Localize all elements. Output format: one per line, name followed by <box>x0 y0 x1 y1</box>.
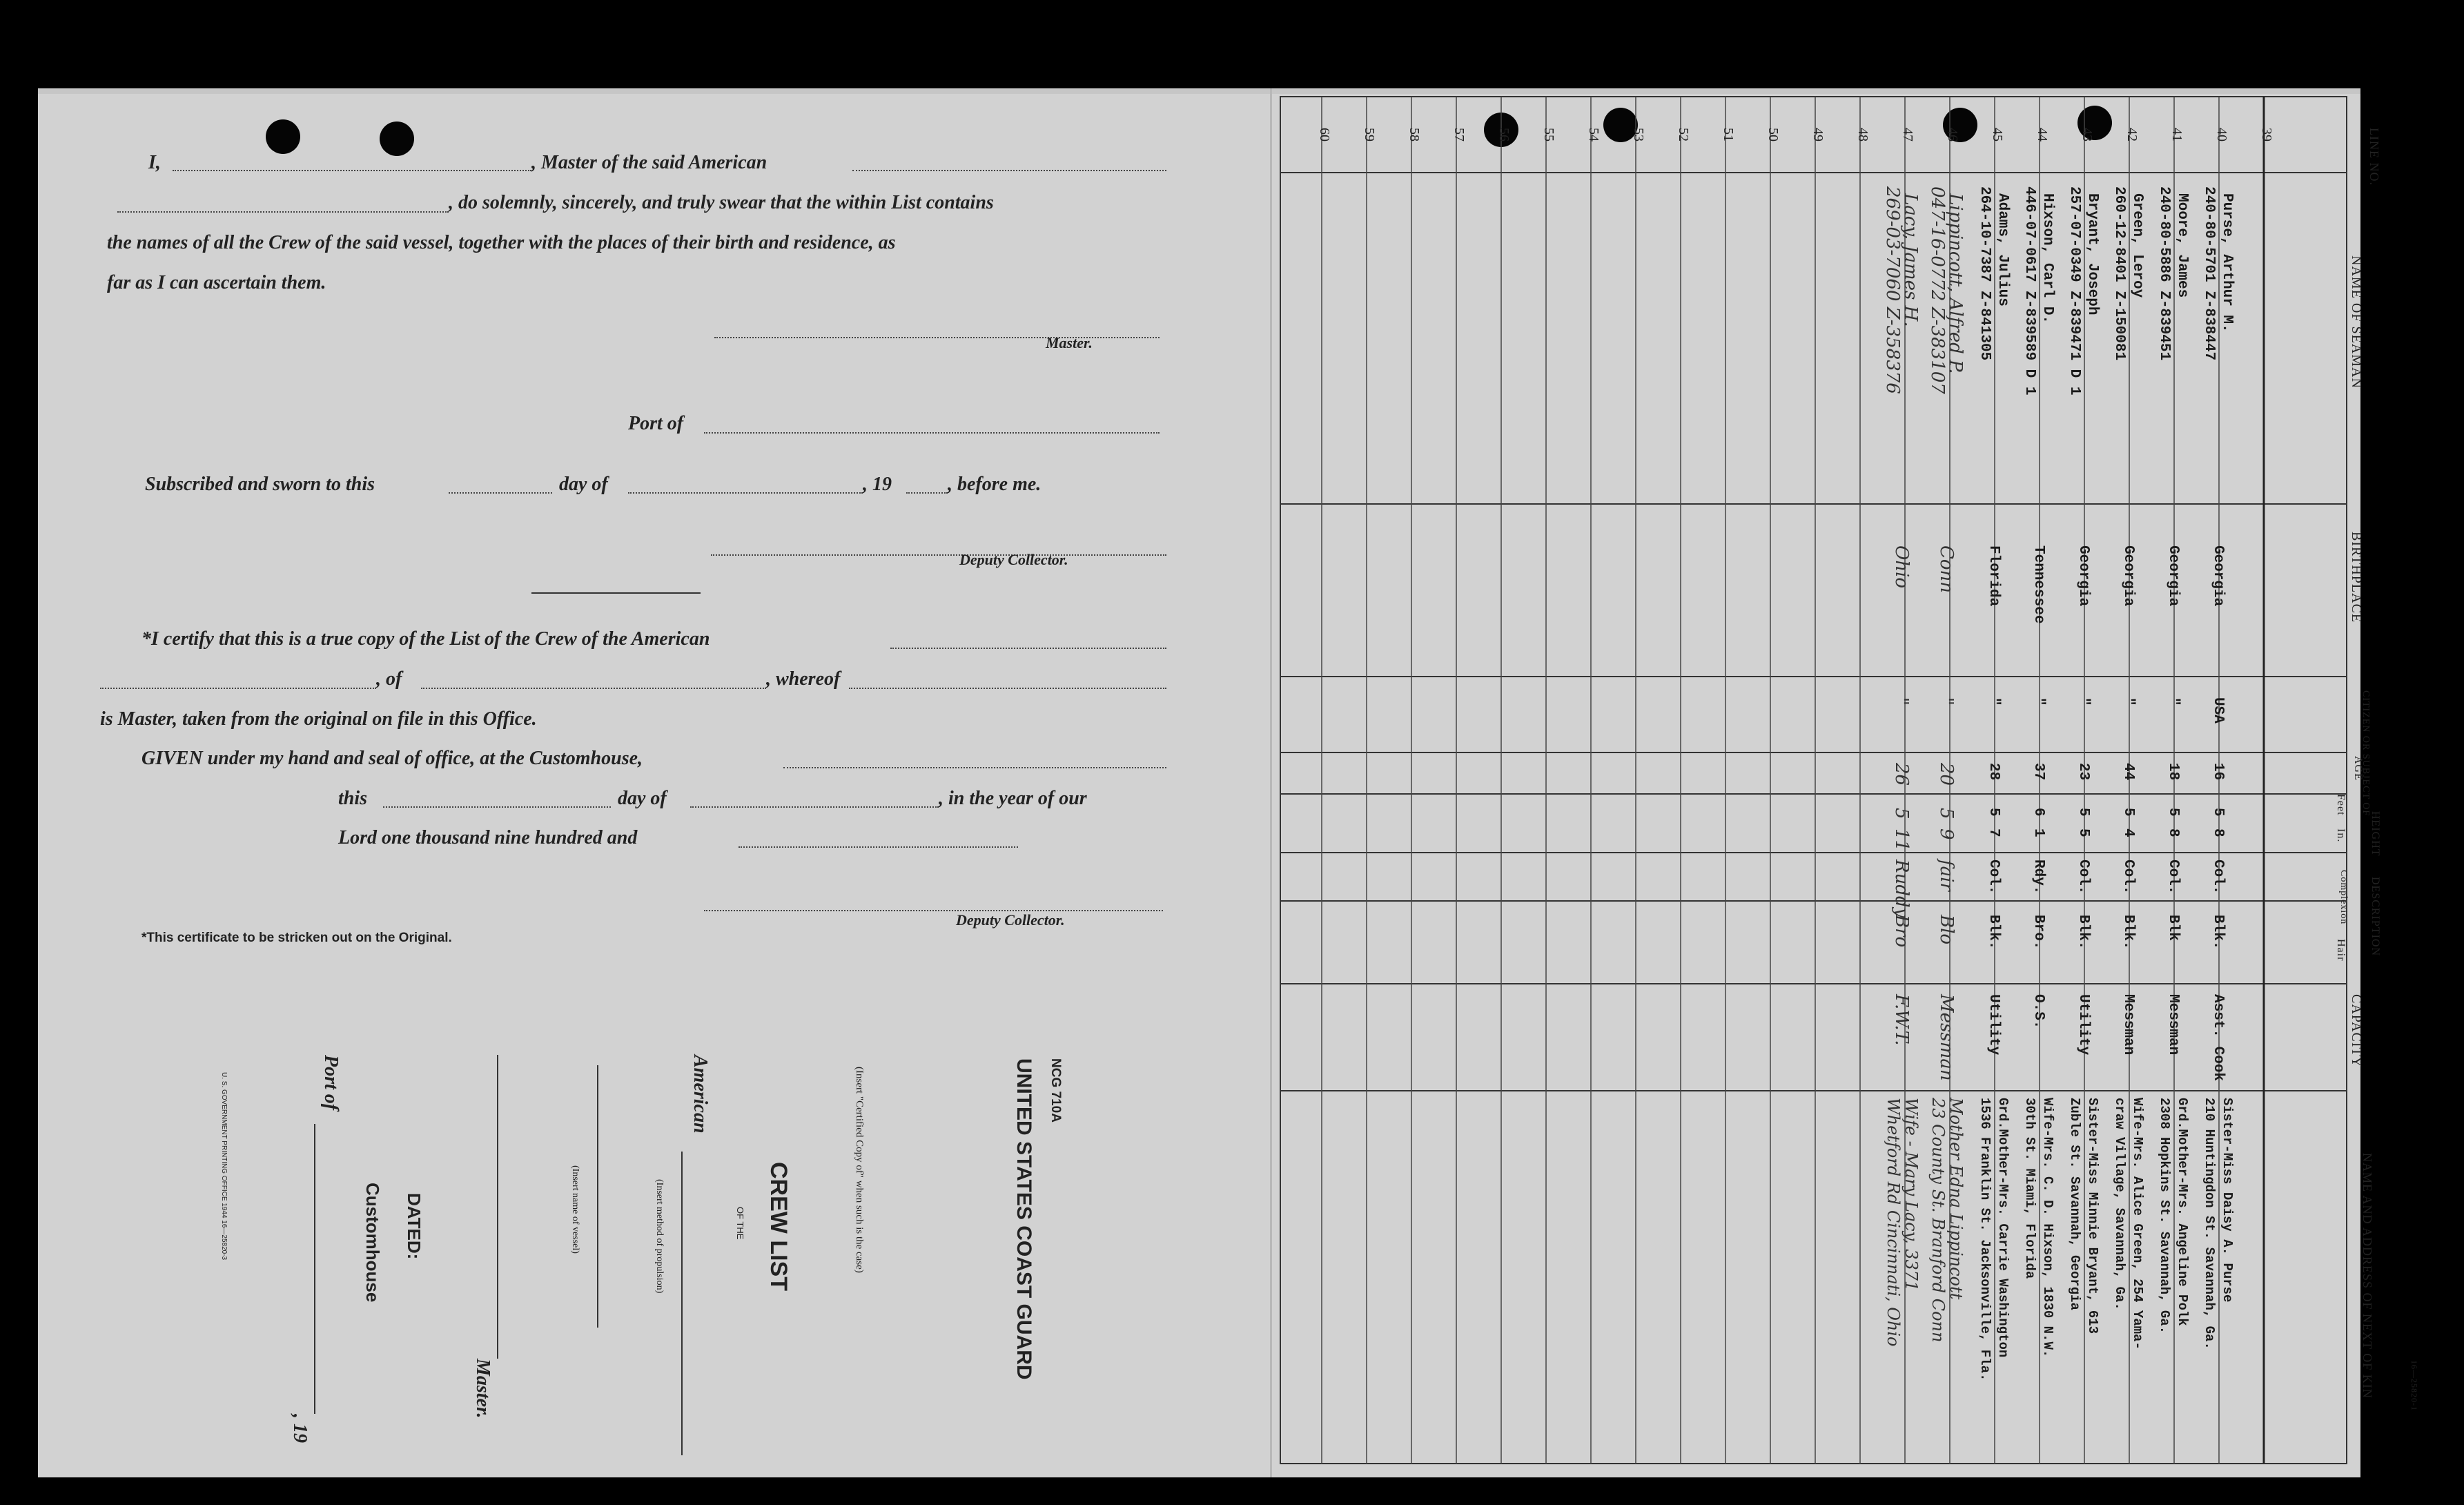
certify-whereof-label: , whereof <box>766 668 841 690</box>
seaman-height-inches: 7 <box>1986 828 2002 837</box>
next-of-kin-name: Grd.Mother-Mrs. Angeline Polk <box>2175 1098 2190 1326</box>
line-number: 43 <box>2080 128 2095 142</box>
sworn-day-blank[interactable] <box>449 492 552 494</box>
header-feet: Feet <box>2335 794 2347 816</box>
seaman-ids: 260-12-8401 Z-150081 <box>2111 186 2127 361</box>
seaman-height-inches: 4 <box>2120 828 2136 837</box>
seaman-citizenship: " <box>2120 697 2136 706</box>
form-code: 16—25820-1 <box>2409 1360 2419 1411</box>
vessel-type-blank[interactable] <box>852 170 1166 171</box>
seaman-birthplace: Conn <box>1936 545 1957 594</box>
header-next-of-kin: NAME AND ADDRESS OF NEXT OF KIN <box>2360 1153 2374 1399</box>
seaman-hair: Blo <box>1936 915 1957 945</box>
seaman-complexion: Col. <box>1986 860 2002 895</box>
seaman-hair: Blk <box>2165 915 2181 941</box>
next-of-kin-address: Zuble St. Savannah, Georgia <box>2067 1098 2082 1310</box>
seaman-ids: 264-10-7387 Z-841305 <box>1977 186 1993 361</box>
next-of-kin-name: Wife-Mrs. Alice Green, 254 Yama- <box>2130 1098 2145 1350</box>
next-of-kin-address: 1536 Franklin St. Jacksonville, Fla. <box>1977 1098 1993 1381</box>
seaman-hair: Blk. <box>2210 915 2226 950</box>
line-number: 56 <box>1496 128 1512 142</box>
seaman-age: 28 <box>1986 763 2002 781</box>
header-description: DESCRIPTION <box>2369 877 2381 957</box>
header-height: HEIGHT <box>2369 811 2381 857</box>
header-name: NAME OF SEAMAN <box>2349 255 2364 389</box>
seaman-citizenship: " <box>1891 697 1912 706</box>
back-master-label: Master. <box>472 1359 493 1419</box>
seaman-citizenship: " <box>2165 697 2181 706</box>
seaman-complexion: Col. <box>2210 860 2226 895</box>
back-port-of-label: Port of <box>320 1055 342 1111</box>
seaman-age: 23 <box>2075 763 2091 781</box>
seaman-age: 16 <box>2210 763 2226 781</box>
next-of-kin-name: Sister-Miss Minnie Bryant, 613 <box>2085 1098 2100 1334</box>
seaman-age: 20 <box>1936 763 1957 786</box>
seaman-height-inches: 8 <box>2210 828 2226 837</box>
certify-of-label: , of <box>376 668 402 690</box>
seaman-birthplace: Georgia <box>2075 545 2091 607</box>
next-of-kin-address: 210 Huntingdon St. Savannah, Ga. <box>2202 1098 2217 1350</box>
seaman-hair: Blk. <box>1986 915 2002 950</box>
seaman-age: 18 <box>2165 763 2181 781</box>
seaman-capacity: Messman <box>1936 994 1957 1081</box>
seaman-capacity: Utility <box>1986 994 2002 1056</box>
insert-propulsion-note: (Insert method of propulsion) <box>654 1179 665 1294</box>
seaman-name: Hixson, Carl D. <box>2040 193 2055 324</box>
seaman-height-inches: 11 <box>1891 828 1912 852</box>
certify-vessel-name-blank[interactable] <box>100 688 376 689</box>
certify-vessel-type-blank[interactable] <box>890 648 1166 649</box>
agency-title: UNITED STATES COAST GUARD <box>1013 1058 1035 1380</box>
crew-table <box>1280 97 2419 1464</box>
seaman-name: Lippincott, Alfred P. <box>1945 193 1966 374</box>
line-number: 53 <box>1631 128 1646 142</box>
insert-certified-note: (Insert "Certified Copy of" when such is the case) <box>854 1067 865 1273</box>
seaman-ids: 269-03-7060 Z-358376 <box>1882 186 1903 394</box>
line-number: 45 <box>1990 128 2005 142</box>
seaman-birthplace: Georgia <box>2165 545 2181 607</box>
seaman-height-inches: 5 <box>2075 828 2091 837</box>
next-of-kin-address: craw Village, Savannah, Ga. <box>2112 1098 2127 1310</box>
line-number: 47 <box>1900 128 1915 142</box>
certify-day-label: day of <box>618 788 667 809</box>
oath-line-1-prefix: I, <box>148 152 161 173</box>
certify-line-3: is Master, taken from the original on file in this Office. <box>100 708 537 730</box>
line-number: 50 <box>1766 128 1781 142</box>
seaman-ids: 446-07-0617 Z-839589 D 1 <box>2022 186 2037 396</box>
certify-this-label: this <box>338 788 368 809</box>
certify-port-blank[interactable] <box>421 688 766 689</box>
header-birthplace: BIRTHPLACE <box>2349 532 2364 623</box>
deputy-collector-label-2: Deputy Collector. <box>956 911 1065 929</box>
dated-label: DATED: <box>404 1193 424 1260</box>
seaman-ids: 240-80-5886 Z-839451 <box>2156 186 2172 361</box>
vessel-name-line <box>597 1065 598 1328</box>
sworn-year-blank[interactable] <box>906 492 948 494</box>
line-number: 60 <box>1317 128 1332 142</box>
header-line-no: LINE NO. <box>2367 128 2381 186</box>
seaman-height-feet: 5 <box>2075 808 2091 817</box>
deputy-signature-line-2[interactable] <box>704 910 1163 911</box>
line-number: 40 <box>2214 128 2229 142</box>
line-number: 55 <box>1541 128 1556 142</box>
line-number: 41 <box>2169 128 2184 142</box>
american-label: American <box>690 1055 711 1134</box>
line-number: 42 <box>2124 128 2140 142</box>
subscribed-text: Subscribed and sworn to this <box>145 474 375 495</box>
section-divider <box>531 592 701 594</box>
customhouse-blank[interactable] <box>783 767 1166 768</box>
seaman-height-feet: 5 <box>1936 808 1957 819</box>
seaman-complexion: Col. <box>2120 860 2136 895</box>
header-complexion: Complexion <box>2338 870 2349 925</box>
seaman-ids: 047-16-0772 Z-383107 <box>1927 186 1948 394</box>
line-number: 57 <box>1451 128 1467 142</box>
line-number: 39 <box>2259 128 2274 142</box>
line-number: 49 <box>1810 128 1826 142</box>
seaman-complexion: Col. <box>2075 860 2091 895</box>
seaman-height-feet: 5 <box>2120 808 2136 817</box>
line-number: 51 <box>1721 128 1736 142</box>
seaman-hair: Bro. <box>2031 915 2046 950</box>
master-label: Master. <box>1046 334 1093 351</box>
seaman-age: 37 <box>2031 763 2046 781</box>
oath-line-2: , do solemnly, sincerely, and truly swear that the within List contains <box>449 192 994 213</box>
next-of-kin-name: Wife-Mrs. C. D. Hixson, 1830 N.W. <box>2040 1098 2055 1358</box>
header-hair: Hair <box>2335 939 2347 962</box>
propulsion-line <box>681 1152 683 1455</box>
seaman-complexion: fair <box>1936 860 1957 891</box>
seaman-birthplace: Georgia <box>2210 545 2226 607</box>
seaman-capacity: Messman <box>2120 994 2136 1056</box>
sworn-month-blank[interactable] <box>628 492 863 494</box>
seaman-age: 26 <box>1891 763 1912 786</box>
seaman-age: 44 <box>2120 763 2136 781</box>
form-number: NCG 710A <box>1048 1058 1063 1123</box>
header-age: AGE <box>2352 756 2364 781</box>
certify-master-blank[interactable] <box>849 688 1166 689</box>
customhouse-label: Customhouse <box>362 1183 383 1303</box>
insert-vessel-note: (Insert name of vessel) <box>570 1165 580 1254</box>
header-inches: In. <box>2335 828 2347 843</box>
next-of-kin-address: 30th St. Miami, Florida <box>2022 1098 2037 1279</box>
seaman-height-inches: 1 <box>2031 828 2046 837</box>
seaman-height-inches: 8 <box>2165 828 2181 837</box>
oath-line-1: , Master of the said American <box>531 152 767 173</box>
seaman-capacity: O.S. <box>2031 994 2046 1029</box>
vessel-name-blank[interactable] <box>117 211 449 213</box>
certify-year-blank[interactable] <box>739 846 1018 848</box>
master-signature-line[interactable] <box>714 337 1160 338</box>
deputy-collector-label-1: Deputy Collector. <box>959 551 1068 568</box>
seaman-name: Moore, James <box>2174 193 2190 298</box>
next-of-kin-name: Wife - Mary Lacy, 3371 <box>1901 1098 1921 1292</box>
page-fold <box>1270 88 1272 1477</box>
next-of-kin-name: Mother Edna Lippincott <box>1946 1098 1966 1300</box>
seaman-hair: Blk. <box>2075 915 2091 950</box>
next-of-kin-name: Grd.Mother-Mrs. Carrie Washington <box>1995 1098 2011 1358</box>
seaman-height-feet: 6 <box>2031 808 2046 817</box>
port-label: Port of <box>628 413 684 434</box>
deputy-signature-line-1[interactable] <box>711 554 1166 556</box>
seaman-ids: 257-07-0349 Z-839471 D 1 <box>2066 186 2082 396</box>
port-line <box>314 1124 315 1414</box>
of-the-label: OF THE <box>735 1207 745 1240</box>
seaman-ids: 240-80-5701 Z-838447 <box>2201 186 2217 361</box>
line-number: 44 <box>2035 128 2050 142</box>
seaman-height-feet: 5 <box>1986 808 2002 817</box>
seaman-citizenship: " <box>2031 697 2046 706</box>
seaman-height-inches: 9 <box>1936 828 1957 840</box>
certify-line-6: Lord one thousand nine hundred and <box>338 827 638 848</box>
seaman-citizenship: " <box>1936 697 1957 706</box>
oath-line-3: the names of all the Crew of the said vessel, together with the places of their birth and residence, as <box>107 232 896 253</box>
master-name-blank[interactable] <box>173 170 531 171</box>
certify-month-blank[interactable] <box>690 806 939 808</box>
seaman-complexion: Rdy. <box>2031 860 2046 895</box>
seaman-birthplace: Florida <box>1986 545 2002 607</box>
next-of-kin-address: 23 County St. Branford Conn <box>1928 1098 1948 1343</box>
seaman-capacity: F.W.T. <box>1891 994 1912 1046</box>
back-year-label: , 19 <box>289 1414 311 1443</box>
line-number: 59 <box>1362 128 1377 142</box>
seaman-citizenship: USA <box>2210 697 2226 724</box>
oath-panel <box>38 88 1267 1477</box>
subscribed-year-label: , 19 <box>863 474 892 495</box>
certify-day-blank[interactable] <box>383 806 611 808</box>
seaman-name: Purse, Arthur M. <box>2219 193 2235 333</box>
next-of-kin-address: 2308 Hopkins St. Savannah, Ga. <box>2157 1098 2172 1334</box>
next-of-kin-address: Whetford Rd Cincinnati, Ohio <box>1884 1098 1903 1347</box>
seaman-capacity: Utility <box>2075 994 2091 1056</box>
seaman-complexion: Ruddy <box>1891 860 1912 918</box>
seaman-hair: Bro <box>1891 915 1912 948</box>
seaman-birthplace: Georgia <box>2120 545 2136 607</box>
seaman-height-feet: 5 <box>2210 808 2226 817</box>
crew-list-title: CREW LIST <box>765 1162 792 1291</box>
line-number: 58 <box>1407 128 1422 142</box>
printing-office-note: U. S. GOVERNMENT PRINTING OFFICE 1944 16—25820-3 <box>220 1072 228 1261</box>
seaman-height-feet: 5 <box>1891 808 1912 819</box>
seaman-citizenship: " <box>2075 697 2091 706</box>
seaman-hair: Blk. <box>2120 915 2136 950</box>
certify-year-of-our: , in the year of our <box>939 788 1087 809</box>
line-number: 54 <box>1586 128 1601 142</box>
certify-line-1: *I certify that this is a true copy of the List of the Crew of the American <box>141 628 710 650</box>
certificate-footnote: *This certificate to be stricken out on the Original. <box>141 931 452 945</box>
line-number: 52 <box>1676 128 1691 142</box>
seaman-capacity: Messman <box>2165 994 2181 1056</box>
port-blank[interactable] <box>704 432 1160 434</box>
seaman-name: Green, Leroy <box>2129 193 2145 298</box>
certify-line-4: GIVEN under my hand and seal of office, at the Customhouse, <box>141 748 643 769</box>
line-number: 46 <box>1945 128 1960 142</box>
seaman-complexion: Col. <box>2165 860 2181 895</box>
header-citizen: CITIZEN OR SUBJECT OF <box>2360 690 2371 817</box>
seaman-height-feet: 5 <box>2165 808 2181 817</box>
seaman-birthplace: Ohio <box>1891 545 1912 589</box>
seaman-capacity: Asst. Cook <box>2210 994 2226 1082</box>
master-line <box>497 1055 498 1359</box>
header-capacity: CAPACITY <box>2349 994 2364 1068</box>
subscribed-post: , before me. <box>948 474 1042 495</box>
line-number: 48 <box>1855 128 1870 142</box>
subscribed-day-label: day of <box>559 474 608 495</box>
oath-line-4: far as I can ascertain them. <box>107 272 326 293</box>
next-of-kin-name: Sister-Miss Daisy A. Purse <box>2220 1098 2235 1303</box>
seaman-name: Bryant, Joseph <box>2084 193 2100 315</box>
seaman-name: Adams, Julius <box>1995 193 2011 307</box>
seaman-citizenship: " <box>1986 697 2002 706</box>
seaman-birthplace: Tennessee <box>2031 545 2046 624</box>
seaman-name: Lacy, James H. <box>1900 193 1921 327</box>
crew-list-sheet <box>38 88 2419 1477</box>
